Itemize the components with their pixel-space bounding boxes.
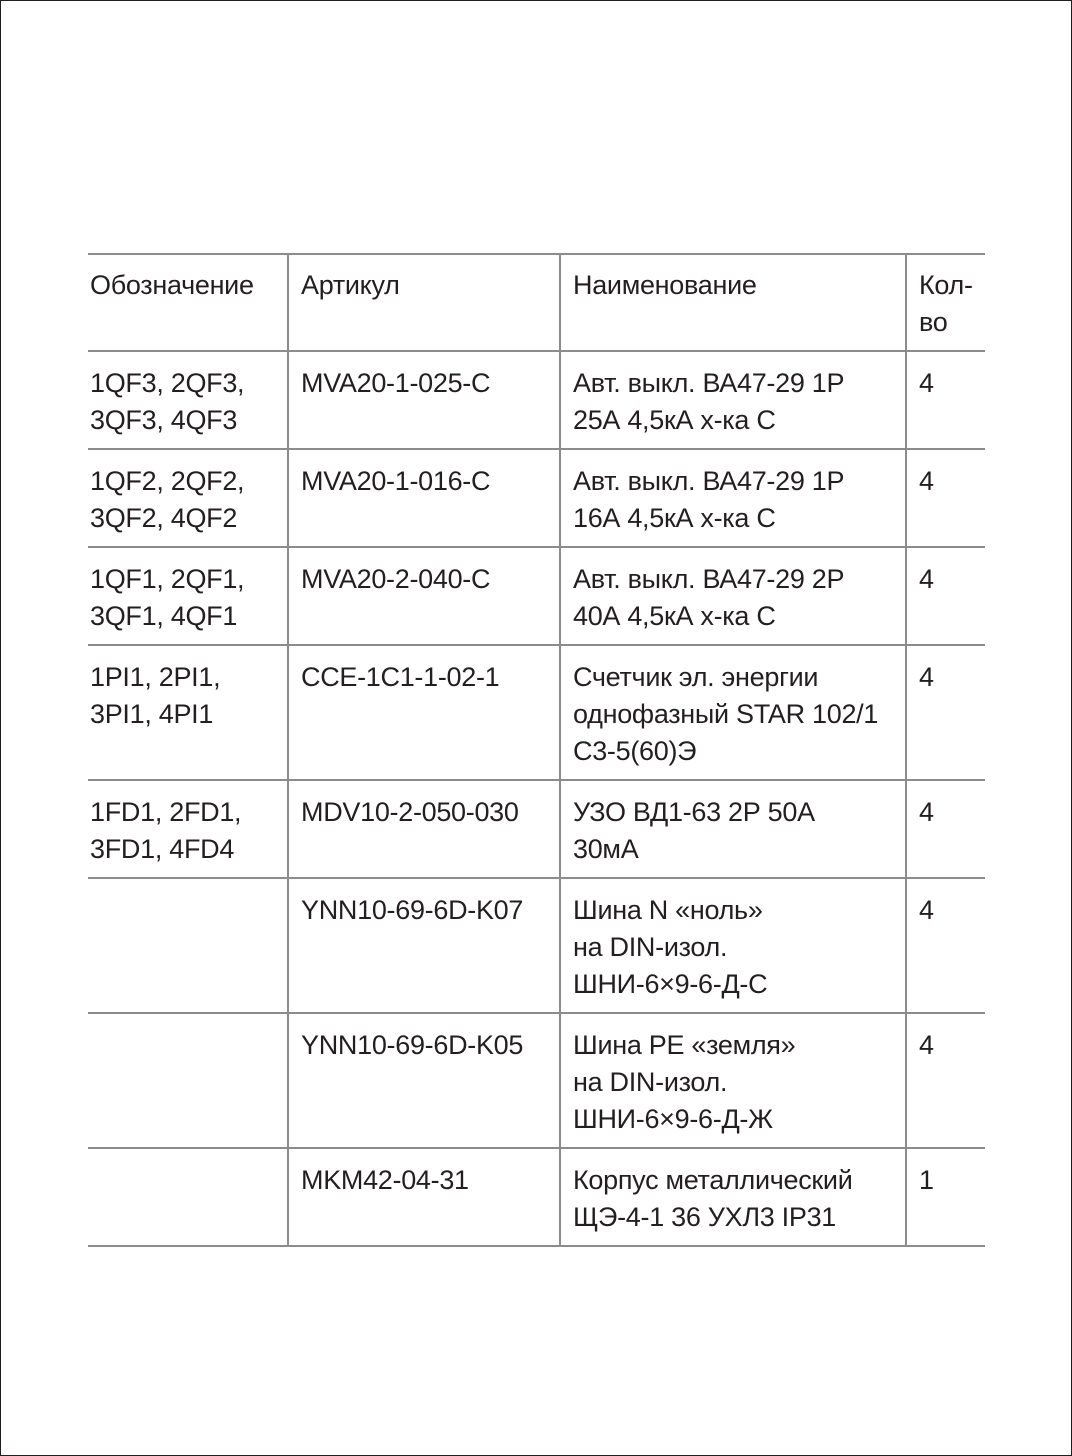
table-row [88, 547, 985, 645]
cell-designation-text: 1QF3, 2QF3, 3QF3, 4QF3 [90, 368, 245, 435]
cell-designation-text: 1QF1, 2QF1, 3QF1, 4QF1 [90, 564, 245, 631]
cell-article-text: CCE-1C1-1-02-1 [301, 662, 500, 692]
cell-qty-text: 4 [919, 895, 934, 925]
header-name: Наименование [560, 254, 906, 351]
table-row [88, 449, 985, 547]
cell-name-text: Счетчик эл. энергии однофазный STAR 102/1 С3-5(60)Э [573, 662, 879, 766]
cell-qty [906, 1013, 985, 1148]
cell-qty-text: 4 [919, 466, 934, 496]
cell-name-text: Авт. выкл. ВА47-29 1Р 16А 4,5кА х-ка С [573, 466, 845, 533]
table-header-row [88, 254, 985, 351]
cell-name-text: УЗО ВД1-63 2Р 50А 30мА [573, 797, 815, 864]
header-qty: Кол- во [906, 254, 985, 351]
cell-name [560, 449, 906, 547]
cell-qty [906, 449, 985, 547]
cell-name [560, 878, 906, 1013]
cell-designation [88, 645, 288, 780]
table-row [88, 645, 985, 780]
cell-designation-text: 1QF2, 2QF2, 3QF2, 4QF2 [90, 466, 245, 533]
cell-name [560, 1013, 906, 1148]
cell-qty [906, 645, 985, 780]
cell-qty [906, 351, 985, 449]
cell-article [288, 547, 560, 645]
cell-article [288, 878, 560, 1013]
cell-name [560, 351, 906, 449]
cell-designation [88, 878, 288, 1013]
cell-name-text: Авт. выкл. ВА47-29 2Р 40А 4,5кА х-ка С [573, 564, 845, 631]
cell-name [560, 1148, 906, 1246]
cell-article-text: MDV10-2-050-030 [301, 797, 519, 827]
cell-name [560, 645, 906, 780]
cell-article [288, 1013, 560, 1148]
cell-qty-text: 1 [919, 1165, 934, 1195]
table-row [88, 1013, 985, 1148]
cell-qty [906, 1148, 985, 1246]
cell-name-text: Авт. выкл. ВА47-29 1Р 25А 4,5кА х-ка С [573, 368, 845, 435]
cell-designation [88, 449, 288, 547]
cell-designation [88, 780, 288, 878]
cell-article [288, 645, 560, 780]
cell-qty-text: 4 [919, 797, 934, 827]
cell-designation [88, 351, 288, 449]
cell-article-text: MVA20-1-016-C [301, 466, 491, 496]
table-row [88, 878, 985, 1013]
specification-table [88, 253, 985, 1247]
cell-name-text: Шина PE «земля» на DIN-изол. ШНИ-6×9-6-Д-Ж [573, 1030, 796, 1134]
cell-designation [88, 1148, 288, 1246]
header-designation: Обозначение [88, 254, 288, 351]
cell-article [288, 780, 560, 878]
table-row [88, 351, 985, 449]
cell-article-text: MKM42-04-31 [301, 1165, 469, 1195]
cell-article-text: MVA20-2-040-C [301, 564, 491, 594]
cell-name [560, 547, 906, 645]
cell-article-text: YNN10-69-6D-K07 [301, 895, 524, 925]
table-row [88, 1148, 985, 1246]
cell-qty-text: 4 [919, 1030, 934, 1060]
cell-article-text: MVA20-1-025-C [301, 368, 491, 398]
cell-qty-text: 4 [919, 368, 934, 398]
cell-article [288, 1148, 560, 1246]
cell-qty [906, 780, 985, 878]
cell-article [288, 449, 560, 547]
table-body [88, 351, 985, 1246]
cell-qty [906, 547, 985, 645]
cell-qty [906, 878, 985, 1013]
cell-qty-text: 4 [919, 564, 934, 594]
cell-qty-text: 4 [919, 662, 934, 692]
cell-article [288, 351, 560, 449]
cell-article-text: YNN10-69-6D-K05 [301, 1030, 524, 1060]
cell-designation-text: 1FD1, 2FD1, 3FD1, 4FD4 [90, 797, 242, 864]
cell-name-text: Корпус металлический ЩЭ-4-1 36 УХЛ3 IP31 [573, 1165, 853, 1232]
cell-designation-text: 1PI1, 2PI1, 3PI1, 4PI1 [90, 662, 221, 729]
cell-name-text: Шина N «ноль» на DIN-изол. ШНИ-6×9-6-Д-С [573, 895, 768, 999]
table-row [88, 780, 985, 878]
header-article: Артикул [288, 254, 560, 351]
cell-designation [88, 1013, 288, 1148]
cell-name [560, 780, 906, 878]
cell-designation [88, 547, 288, 645]
